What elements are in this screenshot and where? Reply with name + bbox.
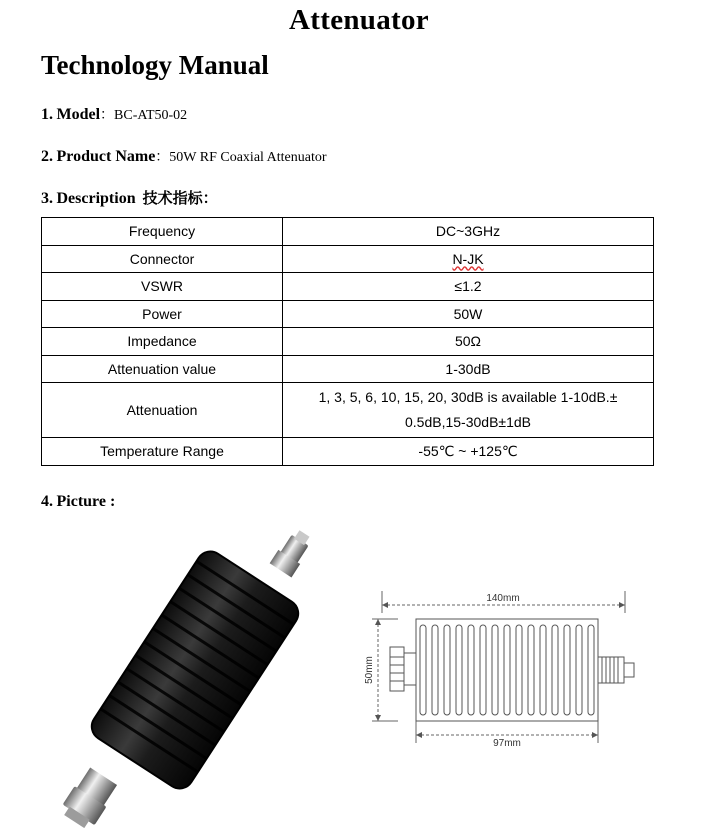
spec-key: Temperature Range — [42, 438, 283, 466]
dimension-height: 50mm — [364, 656, 375, 684]
model-line — [41, 104, 187, 124]
description-label: Description — [56, 190, 136, 207]
drawing-heatsink — [416, 619, 598, 721]
table-row — [42, 355, 654, 383]
spec-key: Power — [42, 300, 283, 328]
dimension-body: 97mm — [493, 738, 521, 749]
spec-table — [41, 217, 654, 466]
product-number: 2. — [41, 148, 53, 165]
description-number: 3. — [41, 190, 53, 207]
spec-value: 50Ω — [283, 328, 654, 356]
spec-value-line: 0.5dB,15-30dB±1dB — [405, 414, 531, 430]
spec-value: 1-30dB — [283, 355, 654, 383]
table-row — [42, 218, 654, 246]
spec-key: VSWR — [42, 273, 283, 301]
spec-value: DC~3GHz — [283, 218, 654, 246]
document-title: Attenuator — [289, 4, 429, 36]
spec-value: ≤1.2 — [283, 273, 654, 301]
spec-value-cell — [283, 245, 654, 273]
attenuator-photo — [58, 530, 320, 828]
description-cn-label: 技术指标： — [142, 189, 218, 207]
manual-title: Technology Manual — [41, 50, 269, 80]
dimension-length: 140mm — [486, 593, 520, 604]
drawing-right-connector — [598, 657, 634, 683]
spec-value-cell — [283, 383, 654, 438]
table-row — [42, 273, 654, 301]
finned-body — [86, 546, 303, 794]
spec-key: Attenuation — [42, 383, 283, 438]
top-connector — [270, 530, 316, 577]
spec-value: -55℃ ~ +125℃ — [283, 438, 654, 466]
spec-key: Frequency — [42, 218, 283, 246]
table-row — [42, 300, 654, 328]
table-row — [42, 245, 654, 273]
picture-label: Picture — [56, 493, 106, 510]
product-separator: ： — [155, 150, 170, 165]
table-row — [42, 328, 654, 356]
model-number: 1. — [41, 106, 53, 123]
spec-value: N-JK — [452, 250, 484, 267]
product-value: 50W RF Coaxial Attenuator — [169, 150, 327, 165]
model-label: Model — [56, 106, 101, 123]
bottom-connector — [58, 766, 119, 828]
spec-key: Attenuation value — [42, 355, 283, 383]
product-label: Product Name — [56, 148, 156, 165]
dimension-drawing — [358, 585, 648, 750]
spec-key: Impedance — [42, 328, 283, 356]
spec-value: 50W — [283, 300, 654, 328]
product-name-line — [41, 146, 327, 166]
picture-line — [41, 493, 115, 511]
spec-value-line: 1, 3, 5, 6, 10, 15, 20, 30dB is available 1-10dB.± — [318, 389, 618, 405]
description-line — [41, 187, 218, 208]
table-row — [42, 438, 654, 466]
spec-key: Connector — [42, 245, 283, 273]
drawing-left-connector — [390, 647, 416, 691]
picture-number: 4. — [41, 493, 53, 510]
table-row — [42, 383, 654, 438]
model-value: BC-AT50-02 — [114, 108, 188, 123]
model-separator: ： — [100, 108, 115, 123]
picture-separator: : — [105, 493, 116, 510]
